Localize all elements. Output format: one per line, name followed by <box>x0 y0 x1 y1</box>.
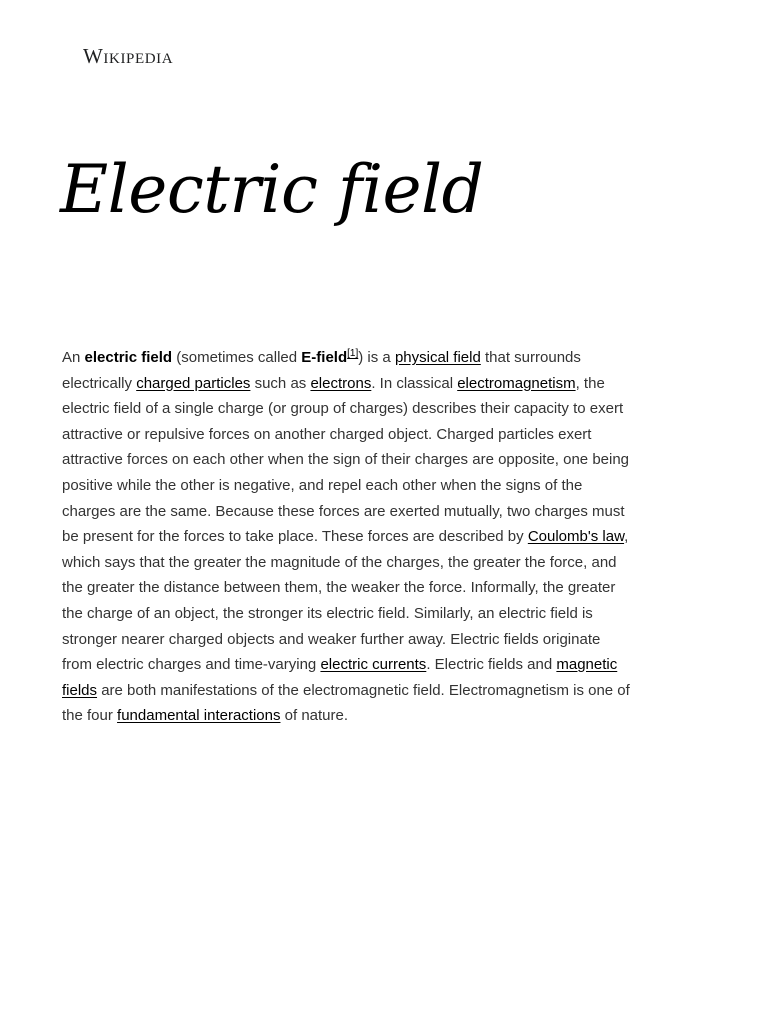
lead-paragraph <box>62 345 634 729</box>
link-fundamental-interactions[interactable]: fundamental interactions <box>117 707 281 725</box>
link-coulombs-law[interactable]: Coulomb's law <box>527 528 625 546</box>
reference-superscript <box>347 348 358 359</box>
text-segment: , the electric field of a single charge (or group of charges) describes their capacity to exert attractive or repulsive forces on another charged object. Charged particles exert attractive forces on each other when the sign of their charges are opposite, one being positive while the other is negative, and repel each other when the signs of the charges are the same. Because these forces are exerted mutually, two charges must be present for the forces to take place. These forces are described by <box>62 374 630 546</box>
term-e-field: E-field <box>301 349 348 366</box>
link-charged-particles[interactable]: charged particles <box>136 374 251 392</box>
text-segment: of nature. <box>280 707 349 725</box>
text-segment: . In classical <box>371 374 458 392</box>
text-segment: that surrounds electrically <box>62 349 581 392</box>
link-magnetic-fields[interactable]: magnetic fields <box>62 656 618 699</box>
text-segment: , which says that the greater the magnitude of the charges, the greater the force, and the greater the distance between them, the weaker the force. Informally, the greater the charge of an object, the stronger its electric field. Similarly, an electric field is stronger nearer charged objects and weaker further away. Electric fields originate from electric charges and time-varying <box>62 528 629 674</box>
link-electrons[interactable]: electrons <box>310 374 372 392</box>
text-segment: are both manifestations of the electromagnetic field. Electromagnetism is one of the four <box>62 681 630 725</box>
text-segment: An <box>62 349 85 366</box>
term-electric-field: electric field <box>84 349 173 366</box>
wikipedia-logo[interactable]: Wikipedia <box>83 44 174 68</box>
reference-link-1[interactable]: [1] <box>347 348 359 359</box>
link-electric-currents[interactable]: electric currents <box>320 656 427 674</box>
link-physical-field[interactable]: physical field <box>394 349 481 366</box>
link-electromagnetism[interactable]: electromagnetism <box>457 374 576 392</box>
text-segment: (sometimes called <box>172 349 302 366</box>
page-title: Electric field <box>60 151 484 228</box>
text-segment: such as <box>250 374 311 392</box>
text-segment: ) is a <box>358 349 395 366</box>
text-segment: . Electric fields and <box>426 656 557 674</box>
